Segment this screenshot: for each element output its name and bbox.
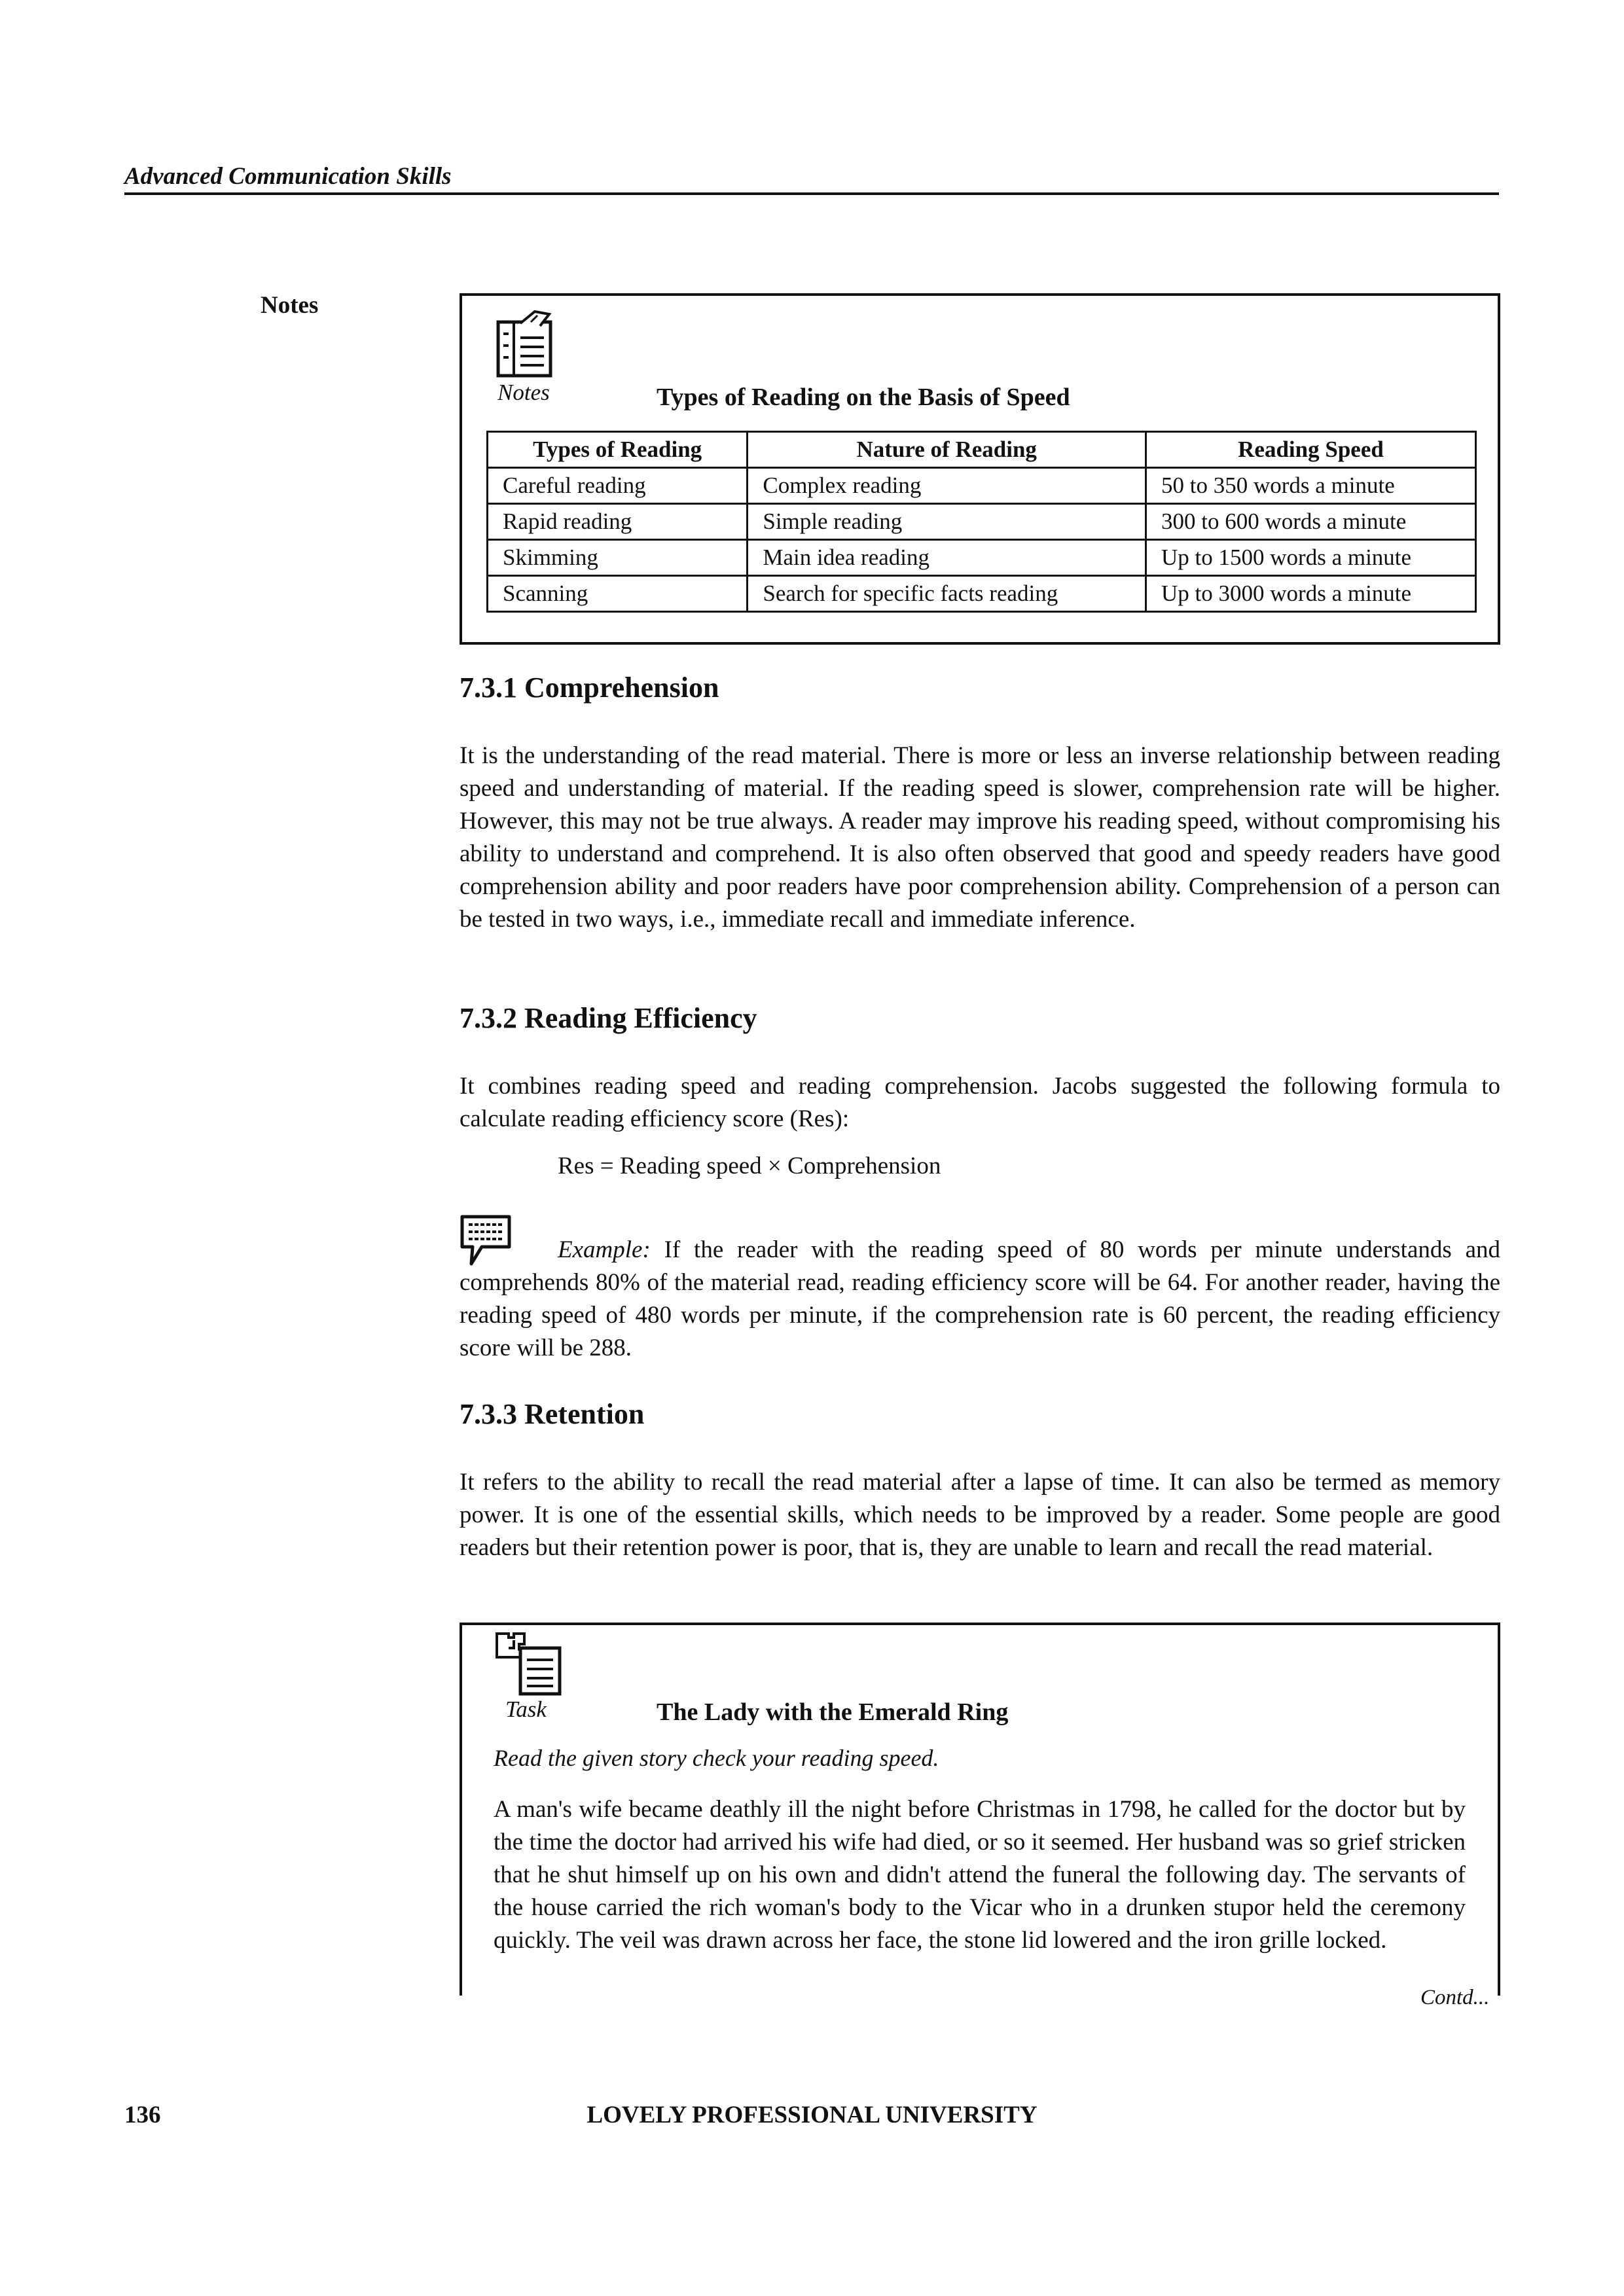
example-text: If the reader with the reading speed of 80 words per minute understands and comprehends 80% of the material read, reading efficiency score will be 64. For another reader, having the reading speed of 480 words per minute, if the comprehension rate is 60 percent, the reading efficiency score will be 288. <box>460 1236 1500 1361</box>
section-heading-efficiency: 7.3.2 Reading Efficiency <box>460 1002 757 1034</box>
table-header-cell: Reading Speed <box>1146 432 1476 468</box>
table-header-cell: Nature of Reading <box>748 432 1146 468</box>
table-row <box>488 504 1476 540</box>
footer-university: LOVELY PROFESSIONAL UNIVERSITY <box>586 2102 1038 2128</box>
table-cell: Complex reading <box>748 468 1146 504</box>
example-label: Example: <box>558 1236 651 1263</box>
task-instruction: Read the given story check your reading speed. <box>494 1745 939 1771</box>
task-story-paragraph: A man's wife became deathly ill the night before Christmas in 1798, he called for the doctor but by the time the doctor had arrived his wife had died, or so it seemed. Her husband was so grief stricken that he shut himself up on his own and didn't attend the funeral the following day. The servants of the house carried the rich woman's body to the Vicar who in a drunken stupor held the ceremony quickly. The veil was drawn across her face, the stone lid lowered and the iron grille locked. <box>494 1796 1466 1954</box>
res-formula: Res = Reading speed × Comprehension <box>558 1153 941 1179</box>
table-header-row <box>488 432 1476 468</box>
table-cell: 300 to 600 words a minute <box>1146 504 1476 540</box>
table-cell: Up to 3000 words a minute <box>1146 576 1476 612</box>
header-rule <box>124 192 1499 195</box>
table-cell: Search for specific facts reading <box>748 576 1146 612</box>
reading-speed-table <box>486 431 1477 613</box>
task-box-title: The Lady with the Emerald Ring <box>657 1698 1009 1726</box>
table-cell: Up to 1500 words a minute <box>1146 540 1476 576</box>
task-icon-label: Task <box>505 1696 547 1722</box>
table-row <box>488 540 1476 576</box>
example-paragraph <box>460 1234 1500 1365</box>
table-cell: Main idea reading <box>748 540 1146 576</box>
table-header-cell: Types of Reading <box>488 432 748 468</box>
table-row <box>488 468 1476 504</box>
running-header-title: Advanced Communication Skills <box>124 163 452 190</box>
table-cell: 50 to 350 words a minute <box>1146 468 1476 504</box>
table-cell: Careful reading <box>488 468 748 504</box>
table-row <box>488 576 1476 612</box>
table-cell: Simple reading <box>748 504 1146 540</box>
notes-box-title: Types of Reading on the Basis of Speed <box>657 384 1070 411</box>
page-number: 136 <box>124 2102 161 2128</box>
retention-paragraph: It refers to the ability to recall the read material after a lapse of time. It can also be termed as memory power. It is one of the essential skills, which needs to be improved by a reader. Some people are good readers but their retention power is poor, that is, they are unable to learn and recall the read material. <box>460 1469 1500 1561</box>
section-heading-retention: 7.3.3 Retention <box>460 1398 645 1430</box>
section-heading-comprehension: 7.3.1 Comprehension <box>460 672 719 704</box>
task-icon <box>494 1631 563 1696</box>
comprehension-paragraph: It is the understanding of the read material. There is more or less an inverse relationship between reading speed and understanding of material. If the reading speed is slower, comprehension rate will be higher. However, this may not be true always. A reader may improve his reading speed, without compromising his ability to understand and comprehend. It is also often observed that good and speedy readers have good comprehension ability and poor readers have poor comprehension ability. Comprehension of a person can be tested in two ways, i.e., immediate recall and immediate inference. <box>460 742 1500 933</box>
notes-icon <box>494 309 560 381</box>
efficiency-paragraph: It combines reading speed and reading comprehension. Jacobs suggested the following formula to calculate reading efficiency score (Res): <box>460 1073 1500 1132</box>
table-cell: Rapid reading <box>488 504 748 540</box>
margin-notes-label: Notes <box>261 292 319 319</box>
continued-label: Contd... <box>1420 1986 1490 2009</box>
table-cell: Scanning <box>488 576 748 612</box>
notes-icon-label: Notes <box>497 380 550 405</box>
table-cell: Skimming <box>488 540 748 576</box>
